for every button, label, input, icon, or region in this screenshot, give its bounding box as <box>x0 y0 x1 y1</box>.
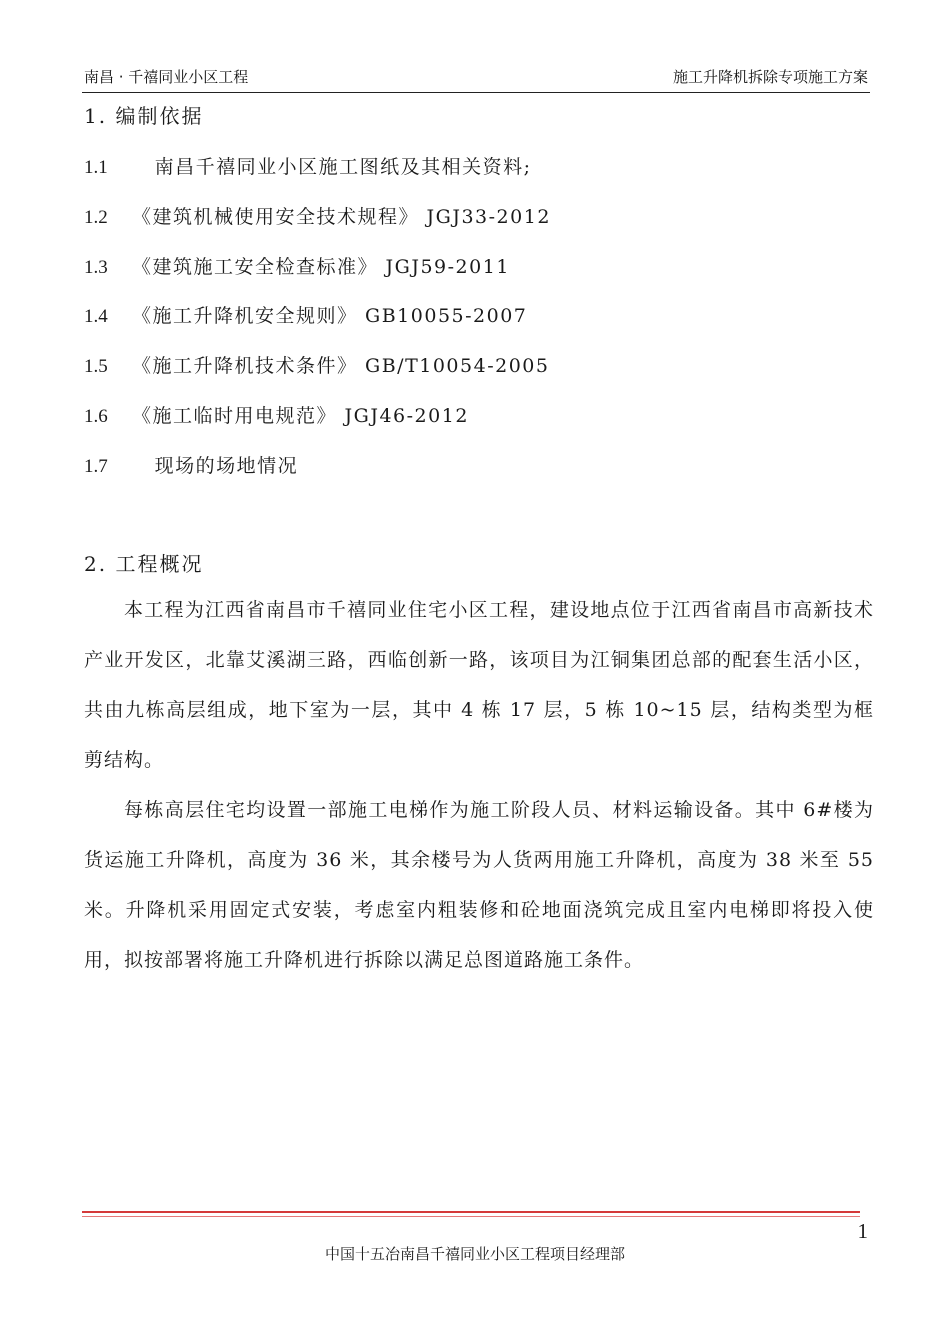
reference-text: 《施工升降机安全规则》 GB10055-2007 <box>132 305 528 327</box>
reference-text: 《建筑施工安全检查标准》 JGJ59-2011 <box>132 256 510 278</box>
footer-organization: 中国十五冶南昌千禧同业小区工程项目经理部 <box>324 1245 625 1263</box>
overview-paragraph: 每栋高层住宅均设置一部施工电梯作为施工阶段人员、材料运输设备。其中 6#楼为货运施工升降机，高度为 36 米，其余楼号为人货两用施工升降机，高度为 38 米至 55 米。升降机采用固定式安装，考虑室内粗装修和砼地面浇筑完成且室内电梯即将投入使用，拟按部署将施工升降机进行拆除以满足总图道路施工条件。 <box>84 799 874 971</box>
reference-item <box>84 451 298 478</box>
footer-divider-secondary <box>82 1216 860 1217</box>
reference-text: 《建筑机械使用安全技术规程》 JGJ33-2012 <box>132 206 551 228</box>
reference-text: 《施工升降机技术条件》 GB/T10054-2005 <box>132 355 550 377</box>
section-1-heading: 1. 编制依据 <box>84 104 204 128</box>
header-divider <box>82 92 870 93</box>
page-number: 1 <box>857 1219 868 1243</box>
reference-item <box>84 252 510 279</box>
header-project-name: 南昌 · 千禧同业小区工程 <box>84 68 249 86</box>
reference-number: 1.4 <box>84 306 108 327</box>
reference-number: 1.2 <box>84 207 108 228</box>
reference-number: 1.3 <box>84 257 108 278</box>
reference-item <box>84 351 549 378</box>
reference-item <box>84 301 527 328</box>
reference-number: 1.5 <box>84 356 108 377</box>
reference-number: 1.7 <box>84 456 108 477</box>
reference-item <box>84 401 469 428</box>
section-2-heading: 2. 工程概况 <box>84 552 204 576</box>
reference-number: 1.1 <box>84 157 108 178</box>
reference-text: 现场的场地情况 <box>132 455 299 477</box>
footer-divider <box>82 1211 860 1213</box>
reference-item <box>84 202 551 229</box>
reference-number: 1.6 <box>84 406 108 427</box>
header-document-title: 施工升降机拆除专项施工方案 <box>672 68 868 86</box>
reference-text: 《施工临时用电规范》 JGJ46-2012 <box>132 405 469 427</box>
reference-item <box>84 152 532 179</box>
overview-paragraph: 本工程为江西省南昌市千禧同业住宅小区工程，建设地点位于江西省南昌市高新技术产业开发区，北靠艾溪湖三路，西临创新一路，该项目为江铜集团总部的配套生活小区，共由九栋高层组成，地下室为一层，其中 4 栋 17 层，5 栋 10~15 层，结构类型为框剪结构。 <box>84 599 874 771</box>
reference-text: 南昌千禧同业小区施工图纸及其相关资料; <box>132 156 532 178</box>
